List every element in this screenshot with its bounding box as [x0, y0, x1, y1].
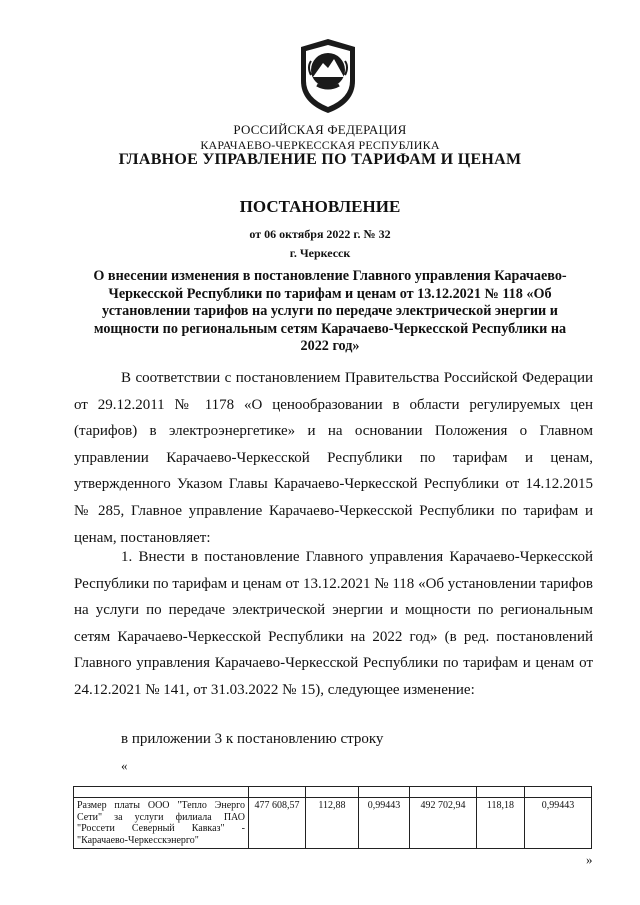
- document-date-number: от 06 октября 2022 г. № 32: [249, 227, 391, 241]
- table-cell-description: Размер платы ООО "Тепло Энерго Сети" за услуги филиала ПАО "Россети Северный Кавказ" - "Карачаево-Черкесскэнерго": [74, 798, 249, 849]
- tariff-table: [73, 786, 592, 849]
- close-quote: »: [586, 852, 593, 867]
- header-agency: ГЛАВНОЕ УПРАВЛЕНИЕ ПО ТАРИФАМ И ЦЕНАМ: [118, 151, 522, 168]
- table-cell: 0,99443: [525, 798, 592, 849]
- appendix-line: в приложении 3 к постановлению строку: [121, 731, 384, 747]
- open-quote: «: [121, 758, 128, 773]
- table-row: [74, 798, 592, 849]
- header-country: РОССИЙСКАЯ ФЕДЕРАЦИЯ: [233, 122, 407, 137]
- document-type: ПОСТАНОВЛЕНИЕ: [239, 197, 401, 216]
- paragraph-item-1: 1. Внести в постановление Главного управления Карачаево-Черкесской Республики по тарифам и ценам от 13.12.2021 № 118 «Об установлении тарифов на услуги по передаче электрической энергии и мощности по региональным сетям Карачаево-Черкесской Республики на 2022 год» (в ред. постановлений Главного управления Карачаево-Черкесской Республики по тарифам и ценам от 24.12.2021 № 141, от 31.03.2022 № 15), следующее изменение:: [74, 549, 593, 698]
- coat-of-arms-emblem: [297, 37, 359, 115]
- header-republic: КАРАЧАЕВО-ЧЕРКЕССКАЯ РЕСПУБЛИКА: [200, 138, 440, 152]
- table-cell: 118,18: [477, 798, 525, 849]
- table-cell: 492 702,94: [410, 798, 477, 849]
- table-cell: 0,99443: [359, 798, 410, 849]
- document-title: О внесении изменения в постановление Главного управления Карачаево-Черкесской Республики по тарифам и ценам от 13.12.2021 № 118 «Об установлении тарифов на услуги по передаче электрической энергии и мощности по региональным сетям Карачаево-Черкесской Республики на 2022 год»: [93, 268, 567, 354]
- paragraph-preamble: В соответствии с постановлением Правительства Российской Федерации от 29.12.2011 № 1178 «О ценообразовании в области регулируемых цен (тарифов) в электроэнергетике» и на основании Положения о Главном управлении Карачаево-Черкесской Республики по тарифам и ценам, утвержденного Указом Главы Карачаево-Черкесской Республики от 14.12.2015 № 285, Главное управление Карачаево-Черкесской Республики по тарифам и ценам, постановляет:: [74, 370, 593, 546]
- document-place: г. Черкесск: [289, 246, 351, 260]
- table-header-spacer: [74, 787, 592, 798]
- table-cell: 477 608,57: [249, 798, 306, 849]
- table-cell: 112,88: [306, 798, 359, 849]
